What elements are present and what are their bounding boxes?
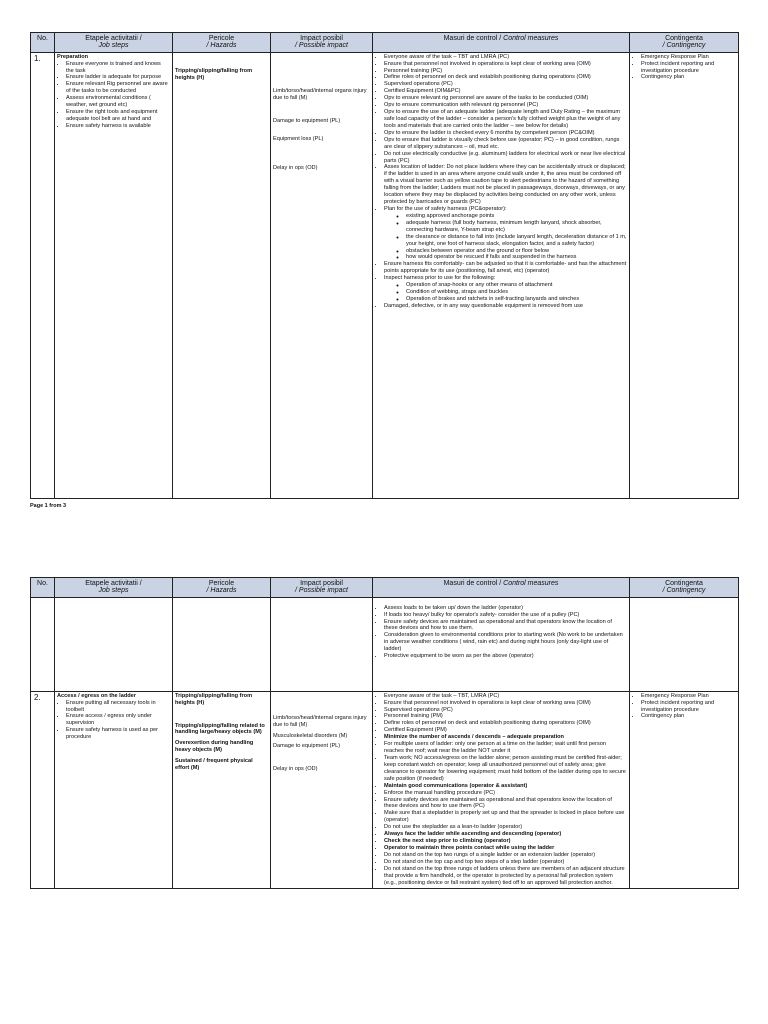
- list-item: • Damaged, defective, or in any way questionable equipment is removed from use: [384, 303, 627, 310]
- page-2: [30, 577, 738, 889]
- list-item: • Ensure putting all necessary tools in toolbelt: [66, 700, 170, 714]
- hazards-cell: [173, 52, 271, 498]
- contingency-header-ro: Contingenta: [665, 35, 703, 42]
- impact-item: Damage to equipment (PL): [273, 117, 341, 124]
- list-item: • For multiple users of ladder: only one person at a time on the ladder; wait until first person reaches the roof; wait near the ladder NOT under it: [384, 741, 627, 755]
- hazard-item: Overexertion during handling heavy objects (M): [175, 740, 254, 754]
- empty-cell: [630, 597, 739, 691]
- list-item: • Ensure that personnel not involved in operations is kept clear of working area (OIM): [384, 61, 627, 68]
- step-title: Access / egress on the ladder: [57, 692, 136, 699]
- contingency-header-en: / Contingency: [662, 42, 706, 50]
- list-item: • Emergency Response Plan: [641, 693, 736, 700]
- list-item: • Ensure safety harness is used as per procedure: [66, 727, 170, 741]
- col-header-controls: [373, 33, 630, 53]
- impact-cell: [271, 52, 373, 498]
- impact-item: Damage to equipment (PL): [273, 743, 341, 750]
- empty-cell: [31, 597, 55, 691]
- list-item: • Ensure safety devices are maintained as operational and that operators know the location of these devices and how to use them.: [384, 619, 627, 633]
- hazard-item: Tripping/slipping/falling from heights (H): [175, 692, 253, 706]
- controls-header-en: Control measures: [503, 35, 559, 42]
- impact-item: Limb/torso/head/internal organs injury due to fall (M): [273, 714, 367, 728]
- list-item: • Opv to ensure relevant rig personnel are aware of the tasks to be conducted (OIM): [384, 95, 627, 102]
- list-item: • Enforce the manual handling procedure (PC): [384, 790, 627, 797]
- row-number: 2.: [31, 691, 55, 888]
- control-measures-cell: [373, 691, 630, 888]
- list-item: • Ensure harness fits comfortably- can be adjusted so that it is comfortable- and has the attachment points appropriate for its use (positioning, fall arrest, etc) (operator): [384, 261, 627, 275]
- empty-cell: [173, 597, 271, 691]
- list-item: • Ensure the right tools and equipment adequate tool belt are at hand and: [66, 109, 170, 123]
- harness-plan-text: Plan for the use of safety harness (PC&operator):: [384, 205, 507, 212]
- contingency-header-en: / Contingency: [662, 587, 706, 595]
- list-item: • Everyone aware of the task – TBT and LMRA (PC): [384, 54, 627, 61]
- controls-header-en: Control measures: [503, 580, 559, 587]
- step-title: Preparation: [57, 53, 89, 60]
- hazards-header-en: / Hazards: [206, 587, 237, 595]
- list-item: • Check the next step prior to climbing (operator): [384, 838, 627, 845]
- list-item: • Ensure ladder is adequate for purpose: [66, 74, 170, 81]
- col-header-impact: [271, 33, 373, 53]
- table-row: [31, 691, 739, 888]
- list-item: • Make sure that a stepladder is properly set up and that the spreader is locked in place before use (operator): [384, 810, 627, 824]
- list-item: • Contingency plan: [641, 713, 736, 720]
- list-item: • Certified Equipment (PM): [384, 727, 627, 734]
- col-header-no: No.: [31, 578, 55, 598]
- list-item: • Emergency Response Plan: [641, 54, 736, 61]
- impact-header-en: / Possible impact: [295, 587, 348, 595]
- list-item: • Operator to maintain three points contact while using the ladder: [384, 845, 627, 852]
- list-item: • Assess loads to be taken up/ down the ladder (operator): [384, 605, 627, 612]
- list-item: • Ensure everyone is trained and knows the task: [66, 61, 170, 75]
- list-item: • Ensure access / egress only under supervision: [66, 713, 170, 727]
- impact-item: Limb/torso/head/internal organs injury due to fall (M): [273, 87, 367, 101]
- job-steps-cell: [55, 691, 173, 888]
- table-row: [31, 597, 739, 691]
- col-header-hazards: [173, 33, 271, 53]
- list-item: • Certified Equipment (OIM&PC): [384, 88, 627, 95]
- sub-list-item: ◦ the clearance or distance to fall into (include lanyard length, deceleration distance of 1 m, your height, one foot of harness slack, elongation factor, and a safety factor): [406, 234, 627, 248]
- list-item: • Personnel training (PM): [384, 713, 627, 720]
- list-item: • Opv to ensure the ladder is checked every 6 months by competent person (PC&OIM): [384, 130, 627, 137]
- list-item: • Opv to ensure that ladder is visually check before use (operator; PC) – in good condition, rungs are clear of slippery substances – oil, mud etc.: [384, 137, 627, 151]
- impact-item: Equipment loss (PL): [273, 136, 324, 143]
- list-item: [384, 206, 627, 261]
- col-header-no: No.: [31, 33, 55, 53]
- control-measures-cell: [373, 52, 630, 498]
- sub-list-item: ◦ existing approved anchorage points: [406, 213, 627, 220]
- list-item: • Maintain good communications (operator & assistant): [384, 783, 627, 790]
- steps-header-en: Job steps: [98, 42, 129, 50]
- hazard-item: Tripping/slipping/falling from heights (H): [175, 67, 253, 81]
- list-item: • Ensure relevant Rig personnel are aware of the tasks to be conducted: [66, 81, 170, 95]
- hazards-header-en: / Hazards: [206, 42, 237, 50]
- hazards-cell: [173, 691, 271, 888]
- list-item: [384, 275, 627, 303]
- col-header-contingency: [630, 578, 739, 598]
- contingency-cell: [630, 691, 739, 888]
- list-item: • Opv to ensure the use of an adequate ladder (adequate length and Duty Rating – the maximum safe load capacity of the ladder – consider a person's fully clothed weight plus the weight of any tools and materials that are carried onto the ladder – see below for details): [384, 109, 627, 130]
- table-header-row: [31, 33, 739, 53]
- list-item: • If loads too heavy/ bulky for operator's safety- consider the use of a pulley (PC): [384, 612, 627, 619]
- risk-table-page-1: [30, 32, 739, 499]
- sub-list-item: ◦ adequate harness (full body harness, minimum length lanyard, shock absorber, connecting hardware, Y-beam strap etc): [406, 220, 627, 234]
- col-header-steps: [55, 578, 173, 598]
- list-item: • Contingency plan: [641, 74, 736, 81]
- list-item: • Everyone aware of the task – TBT, LMRA (PC): [384, 693, 627, 700]
- col-header-contingency: [630, 33, 739, 53]
- hazards-header-ro: Pericole: [208, 35, 235, 42]
- page-1: [30, 32, 738, 499]
- controls-header-ro: Masuri de control /: [443, 580, 502, 587]
- sub-list-item: ◦ Operation of brakes and ratchets in self-tracting lanyards and winches: [406, 296, 627, 303]
- sub-list-item: ◦ Condition of webbing, straps and buckles: [406, 289, 627, 296]
- job-steps-cell: [55, 52, 173, 498]
- list-item: • Ensure safety devices are maintained as operational and that operators know the location of these devices and how to use them (PC): [384, 797, 627, 811]
- row-number: 1.: [31, 52, 55, 498]
- table-header-row: [31, 578, 739, 598]
- list-item: • Do not stand on the top cap and top two steps of a step ladder (operator): [384, 859, 627, 866]
- col-header-steps: [55, 33, 173, 53]
- list-item: • Assess environmental conditions ( weather, wet ground etc): [66, 95, 170, 109]
- impact-item: Delay in ops (OD): [273, 165, 318, 172]
- list-item: • Supervised operations (PC): [384, 81, 627, 88]
- steps-header-ro: Etapele activitatii /: [85, 35, 142, 42]
- impact-header-en: / Possible impact: [295, 42, 348, 50]
- list-item: • Personnel training (PC): [384, 68, 627, 75]
- list-item: • Do not stand on the top three rungs of ladders unless there are members of an adjacent structure that provide a firm handhold, or the operator is protected by a personal fall protection system (e.g., positioning device or fall restraint system) tied off to an approved fall protection anchor.: [384, 866, 627, 887]
- list-item: • Opv to ensure communication with relevant rig personnel (PC): [384, 102, 627, 109]
- list-item: • Minimize the number of ascends / descends – adequate preparation: [384, 734, 627, 741]
- impact-item: Musculoskeletal disorders (M): [273, 732, 348, 739]
- hazard-item: Sustained / frequent physical effort (M): [175, 758, 253, 772]
- hazards-header-ro: Pericole: [208, 580, 235, 587]
- steps-header-ro: Etapele activitatii /: [85, 580, 142, 587]
- list-item: • Define roles of personnel on deck and establish positioning during operations (OIM): [384, 74, 627, 81]
- col-header-impact: [271, 578, 373, 598]
- list-item: • Protect incident reporting and investigation procedure: [641, 61, 736, 75]
- hazard-item: Tripping/slipping/falling related to handling large/heavy objects (M): [175, 722, 265, 736]
- contingency-header-ro: Contingenta: [665, 580, 703, 587]
- contingency-cell: [630, 52, 739, 498]
- sub-list-item: ◦ obstacles between operator and the ground or floor below: [406, 248, 627, 255]
- list-item: • Do not use the stepladder as a lean-to ladder (operator): [384, 824, 627, 831]
- sub-list-item: ◦ how would operator be rescued if falls and suspended in the harness: [406, 254, 627, 261]
- list-item: • Team work; NO access/egress on the ladder alone; person assisting must be certified first-aider; keep constant watch on operator; keep all unauthorized personnel out of safety area; give clearance to operator for lowering equipment; must hold bottom of the ladder during ops to secure safe position (if needed): [384, 755, 627, 783]
- impact-header-ro: Impact posibil: [300, 35, 343, 42]
- page-footer: Page 1 from 3: [30, 503, 67, 509]
- list-item: • Always face the ladder while ascending and descending (operator): [384, 831, 627, 838]
- list-item: • Define roles of personnel on deck and establish positioning during operations (OIM): [384, 720, 627, 727]
- impact-header-ro: Impact posibil: [300, 580, 343, 587]
- controls-header-ro: Masuri de control /: [443, 35, 502, 42]
- list-item: • Asses location of ladder: Do not place ladders where they can be accidentally struck or displaced; if the ladder is used in an area where anyone could walk under it, the area must be cordoned off with a visual barrier such as yellow caution tape to alert pedestrians to the hazard of something falling from the ladder; Ladders must not be placed in passageways, doorways, driveways, or any location where they may be displaced by activities being conducted on any other work, unless protected by barricades or guards (PC): [384, 164, 627, 206]
- empty-cell: [271, 597, 373, 691]
- steps-header-en: Job steps: [98, 587, 129, 595]
- inspect-text: Inspect harness prior to use for the following:: [384, 275, 496, 282]
- control-measures-cell: [373, 597, 630, 691]
- risk-table-page-2: [30, 577, 739, 889]
- list-item: • Consideration given to environmental conditions prior to starting work (No work to be undertaken in adverse weather conditions ( wind, rain etc) and during night hours (only day-light use of ladder): [384, 632, 627, 653]
- list-item: • Supervised operations (PC): [384, 707, 627, 714]
- impact-item: Delay in ops (OD): [273, 766, 318, 773]
- list-item: • Ensure safety harness is available: [66, 123, 170, 130]
- list-item: • Ensure that personnel not involved in operations is kept clear of working area (OIM): [384, 700, 627, 707]
- empty-cell: [55, 597, 173, 691]
- list-item: • Do not use electrically conductive (e.g. aluminum) ladders for electrical work or near live electrical parts (PC): [384, 151, 627, 165]
- list-item: • Protective equipment to be worn as per the above (operator): [384, 653, 627, 660]
- list-item: • Protect incident reporting and investigation procedure: [641, 700, 736, 714]
- list-item: • Do not stand on the top two rungs of a single ladder or an extension ladder (operator): [384, 852, 627, 859]
- sub-list-item: ◦ Operation of snap-hooks or any other means of attachment: [406, 282, 627, 289]
- col-header-controls: [373, 578, 630, 598]
- col-header-hazards: [173, 578, 271, 598]
- table-row: [31, 52, 739, 498]
- impact-cell: [271, 691, 373, 888]
